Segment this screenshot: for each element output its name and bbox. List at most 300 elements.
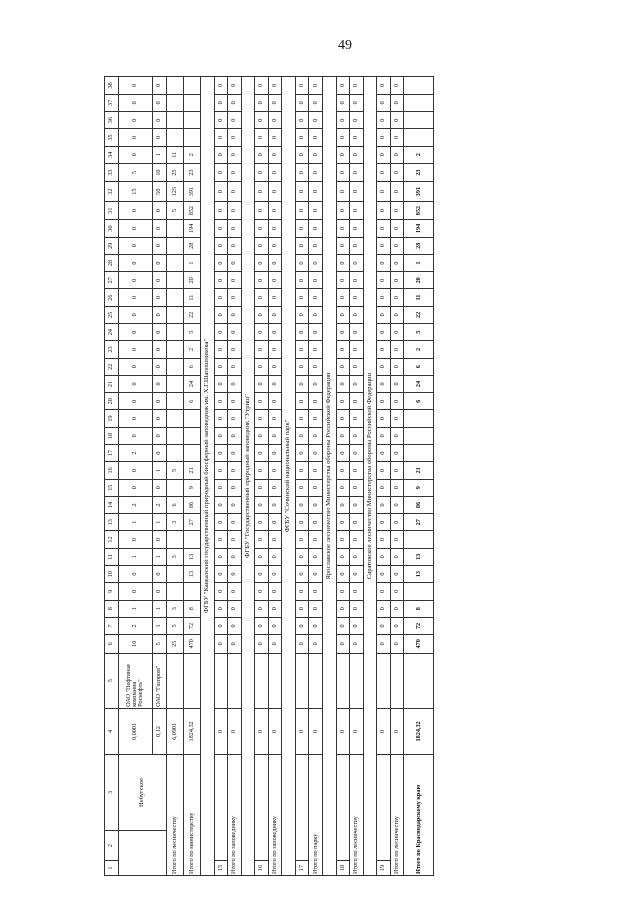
value-cell: 0	[336, 531, 350, 548]
value-cell: 0	[377, 410, 391, 427]
value-cell: 0	[118, 220, 153, 237]
value-cell	[183, 94, 200, 111]
total-label-cell: Итого по Краснодарскому краю	[404, 754, 434, 875]
value-cell: 0	[118, 254, 153, 271]
value-cell: 0	[255, 237, 269, 254]
value-cell: 0	[118, 427, 153, 444]
value-cell: 0	[390, 583, 404, 600]
value-cell: 0	[309, 548, 323, 565]
value-cell: 0	[118, 393, 153, 410]
value-cell: 0	[336, 514, 350, 531]
value-cell: 0	[153, 583, 167, 600]
value-cell: 0	[377, 289, 391, 306]
value-cell: 0	[390, 358, 404, 375]
value-cell: 22	[404, 306, 434, 323]
value-cell: 0	[336, 427, 350, 444]
value-cell: 0	[350, 146, 364, 163]
table-row	[377, 77, 391, 876]
value-cell: 0	[309, 129, 323, 146]
value-cell: 0	[118, 531, 153, 548]
value-cell: 0	[336, 444, 350, 461]
table-row	[255, 77, 269, 876]
value-cell: 470	[183, 635, 200, 653]
value-cell: 0	[268, 496, 282, 513]
value-cell: 0	[295, 341, 309, 358]
header-cell: 16	[105, 462, 119, 479]
value-cell: 0	[390, 201, 404, 219]
value-cell: 0	[295, 146, 309, 163]
value-cell: 0	[255, 393, 269, 410]
header-cell: 7	[105, 617, 119, 634]
table-row	[228, 77, 242, 876]
value-cell	[166, 427, 183, 444]
row-number-cell: 15	[214, 861, 228, 876]
value-cell	[166, 220, 183, 237]
value-cell: 0	[390, 289, 404, 306]
value-cell: 0	[268, 289, 282, 306]
value-cell: 0	[214, 531, 228, 548]
value-cell: 0	[295, 220, 309, 237]
area-value-cell: 0	[214, 708, 228, 754]
section-title: Саратовское лесничество Министерства обороны Российской Федерации	[363, 77, 377, 876]
blank-cell	[336, 653, 350, 708]
value-cell: 1	[153, 548, 167, 565]
value-cell: 0	[309, 77, 323, 95]
value-cell: 0	[309, 617, 323, 634]
value-cell: 0	[214, 410, 228, 427]
table-row	[118, 77, 153, 876]
value-cell: 0	[295, 600, 309, 617]
value-cell: 0	[309, 220, 323, 237]
header-cell: 2	[105, 831, 119, 861]
header-cell: 30	[105, 220, 119, 237]
value-cell: 0	[255, 146, 269, 163]
value-cell: 0	[336, 237, 350, 254]
value-cell: 0	[153, 358, 167, 375]
value-cell	[166, 254, 183, 271]
value-cell	[404, 444, 434, 461]
value-cell: 0	[390, 531, 404, 548]
value-cell: 0	[153, 112, 167, 129]
value-cell: 0	[309, 254, 323, 271]
blank-cell	[377, 653, 391, 708]
value-cell: 0	[268, 514, 282, 531]
value-cell: 0	[295, 617, 309, 634]
value-cell: 0	[228, 462, 242, 479]
value-cell: 0	[153, 306, 167, 323]
value-cell: 0	[295, 201, 309, 219]
value-cell: 0	[390, 163, 404, 181]
value-cell: 0	[228, 237, 242, 254]
table-row	[295, 77, 309, 876]
value-cell	[166, 531, 183, 548]
value-cell: 0	[255, 635, 269, 653]
value-cell: 0	[309, 289, 323, 306]
value-cell: 0	[153, 531, 167, 548]
value-cell: 6	[166, 496, 183, 513]
value-cell: 0	[295, 427, 309, 444]
value-cell: 3	[166, 548, 183, 565]
header-cell: 6	[105, 635, 119, 653]
value-cell: 0	[228, 272, 242, 289]
value-cell: 9	[183, 479, 200, 496]
row-number-cell: 16	[255, 861, 269, 876]
value-cell: 0	[214, 393, 228, 410]
value-cell: 0	[214, 617, 228, 634]
header-cell: 3	[105, 754, 119, 830]
value-cell: 0	[228, 254, 242, 271]
value-cell: 0	[214, 94, 228, 111]
value-cell: 5	[118, 163, 153, 181]
value-cell: 20	[183, 272, 200, 289]
value-cell: 0	[390, 427, 404, 444]
value-cell: 0	[268, 393, 282, 410]
value-cell: 0	[377, 444, 391, 461]
value-cell: 0	[214, 565, 228, 582]
value-cell: 0	[390, 112, 404, 129]
value-cell	[166, 289, 183, 306]
value-cell: 0	[295, 444, 309, 461]
value-cell	[166, 112, 183, 129]
value-cell: 0	[350, 182, 364, 202]
value-cell: 2	[404, 341, 434, 358]
value-cell: 28	[183, 237, 200, 254]
value-cell: 0	[377, 531, 391, 548]
value-cell: 0	[153, 427, 167, 444]
value-cell: 0	[336, 496, 350, 513]
value-cell: 0	[336, 77, 350, 95]
value-cell: 0	[390, 548, 404, 565]
value-cell: 0	[377, 427, 391, 444]
value-cell: 0	[350, 272, 364, 289]
value-cell: 0	[268, 375, 282, 392]
blank-cell	[255, 653, 269, 708]
value-cell: 0	[336, 94, 350, 111]
header-cell: 34	[105, 146, 119, 163]
value-cell: 0	[268, 531, 282, 548]
value-cell: 0	[228, 182, 242, 202]
value-cell	[166, 324, 183, 341]
table-row	[166, 77, 183, 876]
value-cell: 0	[214, 220, 228, 237]
value-cell: 0	[350, 289, 364, 306]
blank-cell	[166, 653, 183, 708]
value-cell: 0	[390, 462, 404, 479]
value-cell: 0	[336, 146, 350, 163]
value-cell: 0	[336, 254, 350, 271]
value-cell: 10	[153, 163, 167, 181]
value-cell: 0	[118, 306, 153, 323]
table-row	[183, 77, 200, 876]
value-cell: 0	[214, 163, 228, 181]
value-cell: 0	[214, 600, 228, 617]
value-cell: 0	[350, 583, 364, 600]
value-cell: 0	[214, 375, 228, 392]
value-cell: 0	[295, 514, 309, 531]
value-cell: 0	[309, 583, 323, 600]
value-cell: 50	[153, 182, 167, 202]
value-cell: 0	[268, 129, 282, 146]
value-cell: 0	[390, 254, 404, 271]
value-cell: 0	[214, 182, 228, 202]
value-cell: 0	[336, 129, 350, 146]
value-cell: 0	[118, 237, 153, 254]
value-cell: 0	[295, 479, 309, 496]
value-cell: 0	[153, 444, 167, 461]
rotated-table-container	[104, 76, 434, 876]
value-cell: 0	[214, 635, 228, 653]
value-cell: 0	[336, 479, 350, 496]
header-cell: 28	[105, 254, 119, 271]
value-cell: 0	[377, 129, 391, 146]
header-cell: 17	[105, 444, 119, 461]
value-cell: 11	[166, 146, 183, 163]
value-cell: 23	[183, 163, 200, 181]
value-cell: 0	[309, 201, 323, 219]
value-cell: 0	[350, 77, 364, 95]
value-cell: 0	[350, 112, 364, 129]
value-cell: 0	[336, 272, 350, 289]
header-cell: 13	[105, 514, 119, 531]
value-cell: 0	[228, 548, 242, 565]
value-cell: 0	[309, 514, 323, 531]
value-cell: 0	[228, 163, 242, 181]
area-value-cell: 1824,32	[183, 708, 200, 754]
value-cell: 0	[214, 496, 228, 513]
value-cell	[166, 94, 183, 111]
value-cell: 0	[268, 600, 282, 617]
blank-cell	[214, 653, 228, 708]
value-cell: 0	[255, 129, 269, 146]
value-cell: 0	[390, 375, 404, 392]
value-cell: 0	[350, 514, 364, 531]
value-cell	[183, 112, 200, 129]
value-cell: 0	[309, 635, 323, 653]
value-cell: 0	[377, 94, 391, 111]
value-cell: 0	[336, 289, 350, 306]
value-cell: 0	[214, 341, 228, 358]
value-cell: 0	[390, 220, 404, 237]
value-cell: 0	[255, 220, 269, 237]
area-value-cell: 0	[390, 708, 404, 754]
value-cell: 0	[350, 600, 364, 617]
value-cell: 0	[255, 112, 269, 129]
value-cell: 0	[268, 341, 282, 358]
value-cell: 0	[214, 514, 228, 531]
value-cell: 0	[118, 462, 153, 479]
value-cell: 0	[309, 272, 323, 289]
value-cell	[166, 272, 183, 289]
value-cell: 0	[268, 112, 282, 129]
value-cell: 0	[118, 77, 153, 95]
value-cell	[166, 410, 183, 427]
value-cell: 5	[166, 462, 183, 479]
value-cell: 0	[295, 583, 309, 600]
value-cell: 0	[214, 129, 228, 146]
value-cell: 0	[255, 77, 269, 95]
value-cell: 0	[268, 146, 282, 163]
value-cell: 0	[255, 410, 269, 427]
value-cell: 0	[118, 289, 153, 306]
value-cell: 8	[404, 600, 434, 617]
section-title: ФГБУ "Кавказский государственный природный биосферный заповедник им. Х.Г.Шапошникова"	[201, 77, 215, 876]
value-cell: 0	[214, 479, 228, 496]
header-cell: 36	[105, 112, 119, 129]
section-title-row	[363, 77, 377, 876]
value-cell: 0	[118, 129, 153, 146]
value-cell: 0	[309, 479, 323, 496]
value-cell: 0	[228, 94, 242, 111]
value-cell: 2	[404, 146, 434, 163]
value-cell: 0	[350, 462, 364, 479]
value-cell: 0	[377, 462, 391, 479]
value-cell: 0	[255, 289, 269, 306]
value-cell: 0	[390, 514, 404, 531]
value-cell: 2	[183, 146, 200, 163]
value-cell: 0	[336, 375, 350, 392]
value-cell: 0	[153, 410, 167, 427]
value-cell: 0	[228, 393, 242, 410]
value-cell: 5	[166, 617, 183, 634]
value-cell: 0	[118, 583, 153, 600]
value-cell: 0	[336, 393, 350, 410]
value-cell: 0	[228, 479, 242, 496]
value-cell: 0	[228, 565, 242, 582]
value-cell: 0	[377, 341, 391, 358]
value-cell: 0	[336, 617, 350, 634]
value-cell: 0	[268, 548, 282, 565]
area-value-cell: 0	[350, 708, 364, 754]
value-cell: 0	[153, 220, 167, 237]
value-cell: 0	[268, 583, 282, 600]
value-cell: 0	[228, 531, 242, 548]
value-cell: 0	[350, 358, 364, 375]
blank-cell	[255, 754, 269, 860]
section-title: Ярославское лесничество Министерства обороны Российской Федерации	[323, 77, 337, 876]
value-cell: 0	[377, 324, 391, 341]
value-cell: 10	[118, 635, 153, 653]
value-cell	[166, 129, 183, 146]
area-value-cell: 0	[268, 708, 282, 754]
value-cell: 24	[404, 375, 434, 392]
value-cell: 1	[404, 254, 434, 271]
value-cell	[166, 375, 183, 392]
value-cell: 0	[295, 324, 309, 341]
value-cell	[404, 77, 434, 95]
value-cell: 194	[404, 220, 434, 237]
value-cell: 1	[118, 600, 153, 617]
value-cell: 852	[404, 201, 434, 219]
value-cell: 852	[183, 201, 200, 219]
value-cell: 0	[309, 393, 323, 410]
value-cell: 2	[118, 496, 153, 513]
value-cell: 0	[228, 496, 242, 513]
value-cell: 0	[295, 163, 309, 181]
value-cell: 2	[118, 444, 153, 461]
header-cell: 37	[105, 94, 119, 111]
value-cell	[166, 479, 183, 496]
value-cell: 0	[255, 565, 269, 582]
header-cell: 22	[105, 358, 119, 375]
table-row	[390, 77, 404, 876]
value-cell: 0	[350, 306, 364, 323]
area-name-cell: Небугское	[118, 754, 166, 830]
value-cell: 0	[228, 341, 242, 358]
value-cell: 0	[377, 479, 391, 496]
value-cell: 0	[377, 306, 391, 323]
value-cell: 0	[336, 358, 350, 375]
value-cell: 0	[377, 182, 391, 202]
header-cell: 14	[105, 496, 119, 513]
value-cell	[183, 427, 200, 444]
blank-cell	[336, 754, 350, 860]
value-cell: 0	[255, 496, 269, 513]
value-cell: 0	[118, 358, 153, 375]
value-cell: 15	[118, 182, 153, 202]
value-cell: 0	[390, 94, 404, 111]
value-cell: 0	[214, 254, 228, 271]
value-cell: 0	[268, 237, 282, 254]
blank-cell	[377, 754, 391, 860]
value-cell: 0	[377, 254, 391, 271]
value-cell: 25	[166, 635, 183, 653]
value-cell: 0	[377, 496, 391, 513]
value-cell: 0	[255, 272, 269, 289]
value-cell: 0	[309, 324, 323, 341]
value-cell: 0	[336, 112, 350, 129]
value-cell: 0	[153, 237, 167, 254]
value-cell: 0	[153, 272, 167, 289]
value-cell: 0	[309, 341, 323, 358]
value-cell: 0	[118, 146, 153, 163]
value-cell: 0	[377, 583, 391, 600]
header-cell: 21	[105, 375, 119, 392]
value-cell: 0	[377, 77, 391, 95]
blank-cell	[268, 653, 282, 708]
value-cell	[183, 444, 200, 461]
total-label-cell: Итого по лесничеству	[350, 754, 364, 875]
blank-cell	[118, 831, 166, 876]
value-cell: 0	[228, 129, 242, 146]
blank-cell	[309, 653, 323, 708]
value-cell: 0	[118, 112, 153, 129]
value-cell: 0	[295, 182, 309, 202]
value-cell: 0	[255, 182, 269, 202]
value-cell: 0	[309, 358, 323, 375]
value-cell: 0	[255, 358, 269, 375]
value-cell: 0	[255, 444, 269, 461]
value-cell: 0	[268, 565, 282, 582]
value-cell: 0	[153, 479, 167, 496]
value-cell: 0	[336, 163, 350, 181]
value-cell: 0	[350, 94, 364, 111]
value-cell: 0	[255, 600, 269, 617]
value-cell: 0	[377, 617, 391, 634]
value-cell: 0	[295, 410, 309, 427]
section-title: ФГБУ "Государственный природный заповедник "Утриш"	[241, 77, 255, 876]
value-cell: 0	[228, 617, 242, 634]
value-cell: 0	[228, 375, 242, 392]
total-label-cell: Итого по заповеднику	[268, 754, 282, 875]
value-cell: 6	[183, 393, 200, 410]
value-cell: 0	[390, 496, 404, 513]
value-cell: 0	[295, 289, 309, 306]
value-cell: 0	[295, 375, 309, 392]
value-cell: 0	[309, 462, 323, 479]
value-cell: 23	[404, 163, 434, 181]
total-label-cell: Итого по лесничеству	[166, 754, 183, 875]
value-cell: 0	[390, 182, 404, 202]
